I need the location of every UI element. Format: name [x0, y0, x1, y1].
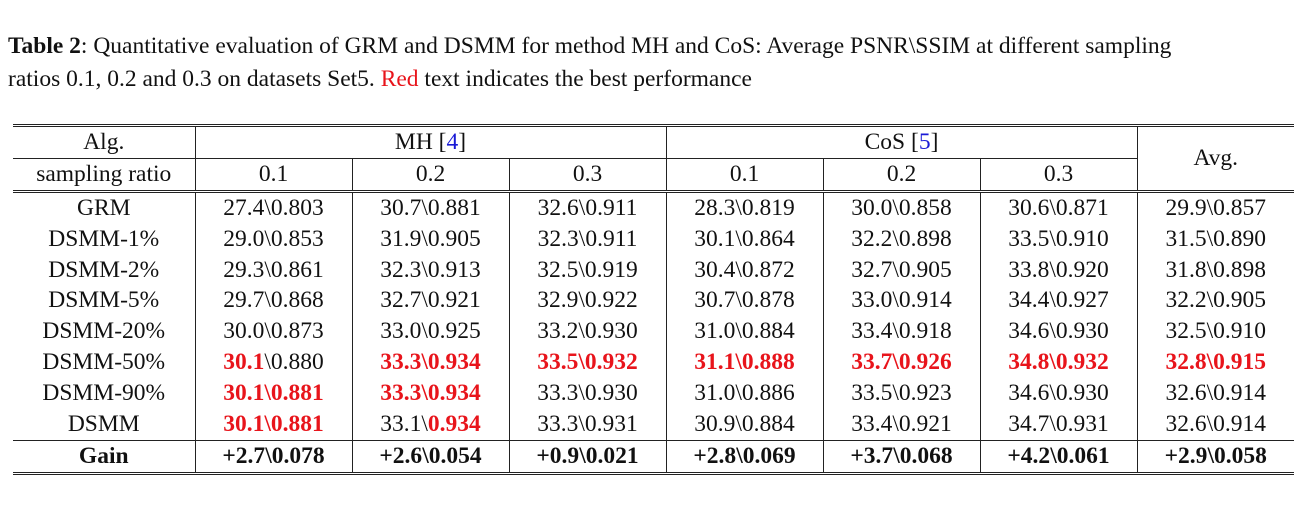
- ssim-value: 0.905: [898, 256, 952, 283]
- ssim-value: 0.886: [741, 380, 795, 407]
- value-separator: \: [264, 194, 271, 221]
- value-separator: \: [421, 194, 428, 221]
- header-mh-label: MH: [394, 128, 433, 155]
- value-separator: \: [1049, 194, 1056, 221]
- ssim-value: 0.931: [584, 410, 638, 437]
- value-separator: \: [735, 349, 742, 376]
- value-separator: \: [735, 225, 742, 252]
- ssim-value: 0.930: [1055, 380, 1109, 407]
- table-cell: [666, 316, 823, 347]
- psnr-value: 32.5: [537, 256, 579, 283]
- psnr-value: +0.9: [536, 442, 580, 469]
- value-separator: \: [1049, 380, 1056, 407]
- ssim-value: 0.061: [1056, 442, 1110, 469]
- ssim-value: 0.898: [1213, 256, 1267, 283]
- table-cell: [195, 191, 352, 223]
- header-cos-rb: ]: [930, 128, 939, 155]
- value-separator: \: [421, 349, 428, 376]
- value-separator: \: [421, 225, 428, 252]
- ssim-value: 0.923: [898, 380, 952, 407]
- table-cell: [980, 440, 1137, 473]
- table-cell: [980, 347, 1137, 378]
- table-cell: [823, 224, 980, 255]
- header-ratio: 0.3: [509, 158, 666, 191]
- ssim-value: 0.068: [899, 442, 953, 469]
- row-name: DSMM-20%: [13, 316, 195, 347]
- value-separator: \: [735, 410, 742, 437]
- value-separator: \: [421, 287, 428, 314]
- value-separator: \: [892, 194, 899, 221]
- table-cell: [1137, 378, 1294, 409]
- psnr-value: 33.7: [851, 349, 893, 376]
- ssim-value: 0.919: [584, 256, 638, 283]
- table-cell: [509, 285, 666, 316]
- psnr-value: 30.7: [694, 287, 736, 314]
- caption-text-3: text indicates the best performance: [418, 66, 752, 92]
- ssim-value: 0.021: [585, 442, 639, 469]
- ssim-value: 0.853: [270, 225, 324, 252]
- header-sampling-ratio: sampling ratio: [13, 158, 195, 191]
- ssim-value: 0.803: [270, 194, 324, 221]
- ssim-value: 0.910: [1055, 225, 1109, 252]
- psnr-value: 34.4: [1008, 287, 1050, 314]
- value-separator: \: [1206, 256, 1214, 283]
- value-separator: \: [1049, 410, 1056, 437]
- psnr-value: 32.6: [1165, 380, 1207, 407]
- header-mh-rb: ]: [458, 128, 467, 155]
- table-cell: [823, 191, 980, 223]
- value-separator: \: [1206, 410, 1214, 437]
- table-cell: [195, 378, 352, 409]
- ssim-value: 0.930: [584, 380, 638, 407]
- value-separator: \: [578, 194, 586, 221]
- table-cell: [980, 224, 1137, 255]
- psnr-value: 29.0: [223, 225, 265, 252]
- header-cos-lb: [: [910, 128, 919, 155]
- psnr-value: 31.8: [1165, 256, 1207, 283]
- table-cell: [980, 409, 1137, 440]
- table-cell: [823, 285, 980, 316]
- table-cell: [509, 347, 666, 378]
- psnr-value: 32.7: [851, 256, 893, 283]
- value-separator: \: [578, 318, 585, 345]
- ssim-value: 0.868: [270, 287, 324, 314]
- table-cell: [195, 285, 352, 316]
- table-row: [13, 378, 1294, 409]
- header-cos-ref[interactable]: 5: [918, 128, 931, 155]
- table-cell: [352, 409, 509, 440]
- psnr-value: 33.4: [851, 410, 893, 437]
- psnr-value: 32.2: [851, 225, 893, 252]
- psnr-value: +2.9: [1164, 442, 1208, 469]
- table-row: [13, 285, 1294, 316]
- ssim-value: 0.914: [1213, 380, 1267, 407]
- ssim-value: 0.884: [741, 410, 795, 437]
- psnr-value: 31.0: [694, 318, 736, 345]
- psnr-value: 28.3: [694, 194, 736, 221]
- ssim-value: 0.864: [741, 225, 795, 252]
- psnr-value: 32.3: [537, 225, 579, 252]
- value-separator: \: [892, 256, 899, 283]
- table-cell: [352, 347, 509, 378]
- ssim-value: 0.931: [1055, 410, 1109, 437]
- table-row: [13, 191, 1294, 223]
- psnr-value: 30.6: [1008, 194, 1050, 221]
- value-separator: \: [578, 380, 585, 407]
- value-separator: \: [1049, 318, 1056, 345]
- table-cell: [352, 316, 509, 347]
- psnr-value: +4.2: [1007, 442, 1051, 469]
- table-cell: [352, 285, 509, 316]
- ssim-value: 0.911: [585, 194, 638, 221]
- table-cell: [195, 316, 352, 347]
- value-separator: \: [735, 380, 742, 407]
- table-cell: [1137, 255, 1294, 286]
- header-mh-ref[interactable]: 4: [446, 128, 459, 155]
- table-cell: [352, 191, 509, 223]
- ssim-value: 0.905: [427, 225, 481, 252]
- table-cell: [823, 316, 980, 347]
- value-separator: \: [578, 287, 585, 314]
- ssim-value: 0.918: [898, 318, 952, 345]
- ssim-value: 0.932: [1055, 349, 1109, 376]
- ssim-value: 0.905: [1213, 287, 1267, 314]
- header-ratio: 0.3: [980, 158, 1137, 191]
- ssim-value: 0.920: [1055, 256, 1109, 283]
- psnr-value: 29.3: [223, 256, 265, 283]
- table-cell: [509, 409, 666, 440]
- table-cell: [823, 440, 980, 473]
- table-cell: [195, 347, 352, 378]
- table-cell: [509, 316, 666, 347]
- ssim-value: 0.927: [1055, 287, 1109, 314]
- value-separator: \: [1206, 225, 1214, 252]
- value-separator: \: [735, 256, 742, 283]
- caption-text-1: : Quantitative evaluation of GRM and DSMM for method MH and CoS: Average PSNR\SSIM at different sampling: [80, 33, 1172, 59]
- psnr-value: 33.2: [537, 318, 579, 345]
- psnr-value: 29.7: [223, 287, 265, 314]
- psnr-value: 32.9: [537, 287, 579, 314]
- psnr-value: 27.4: [223, 194, 265, 221]
- ssim-value: 0.858: [898, 194, 952, 221]
- value-separator: \: [264, 256, 271, 283]
- value-separator: \: [735, 318, 742, 345]
- gain-row: [13, 440, 1294, 473]
- psnr-value: +2.6: [379, 442, 423, 469]
- ssim-value: 0.934: [427, 410, 481, 437]
- psnr-value: 31.0: [694, 380, 736, 407]
- header-ratio: 0.2: [352, 158, 509, 191]
- caption-label: Table 2: [8, 33, 81, 59]
- table-row: [13, 409, 1294, 440]
- table-cell: [980, 285, 1137, 316]
- row-name: DSMM-1%: [13, 224, 195, 255]
- ssim-value: 0.871: [1055, 194, 1109, 221]
- value-separator: \: [735, 287, 742, 314]
- table-cell: [666, 285, 823, 316]
- ssim-value: 0.857: [1213, 194, 1267, 221]
- value-separator: \: [264, 287, 271, 314]
- value-separator: \: [892, 225, 899, 252]
- ssim-value: 0.873: [270, 318, 324, 345]
- table-row: [13, 224, 1294, 255]
- value-separator: \: [735, 194, 742, 221]
- table-cell: [823, 378, 980, 409]
- ssim-value: 0.914: [1213, 410, 1267, 437]
- psnr-value: +2.7: [222, 442, 266, 469]
- psnr-value: +3.7: [850, 442, 894, 469]
- table-cell: [509, 191, 666, 223]
- table-cell: [352, 440, 509, 473]
- value-separator: \: [264, 318, 271, 345]
- table-cell: [1137, 224, 1294, 255]
- value-separator: \: [264, 225, 271, 252]
- psnr-value: 32.6: [537, 194, 579, 221]
- table-cell: [509, 378, 666, 409]
- table-caption: [8, 30, 1308, 96]
- value-separator: \: [892, 287, 899, 314]
- header-cos-label: CoS: [864, 128, 906, 155]
- header-avg: Avg.: [1137, 126, 1294, 192]
- ssim-value: 0.934: [427, 349, 481, 376]
- ssim-value: 0.915: [1213, 349, 1267, 376]
- header-ratio: 0.1: [666, 158, 823, 191]
- value-separator: \: [1050, 442, 1057, 469]
- table-cell: [1137, 409, 1294, 440]
- value-separator: \: [578, 349, 585, 376]
- ssim-value: 0.913: [427, 256, 481, 283]
- psnr-value: 33.3: [537, 380, 579, 407]
- psnr-value: 30.0: [223, 318, 265, 345]
- ssim-value: 0.890: [1213, 225, 1267, 252]
- ssim-value: 0.078: [271, 442, 325, 469]
- value-separator: \: [1049, 349, 1056, 376]
- table-cell: [666, 409, 823, 440]
- psnr-value: 30.1: [223, 380, 265, 407]
- psnr-value: 33.3: [380, 380, 422, 407]
- value-separator: \: [578, 410, 585, 437]
- psnr-value: 30.1: [223, 349, 265, 376]
- header-mh-lb: [: [438, 128, 447, 155]
- ssim-value: 0.819: [741, 194, 795, 221]
- table-row: [13, 347, 1294, 378]
- value-separator: \: [1049, 225, 1056, 252]
- psnr-value: +2.8: [693, 442, 737, 469]
- ssim-value: 0.861: [270, 256, 324, 283]
- row-name: DSMM: [13, 409, 195, 440]
- table-cell: [823, 347, 980, 378]
- psnr-value: 31.5: [1165, 225, 1207, 252]
- psnr-value: 30.4: [694, 256, 736, 283]
- value-separator: \: [1207, 442, 1214, 469]
- value-separator: \: [579, 442, 586, 469]
- table-cell: [980, 255, 1137, 286]
- ssim-value: 0.930: [1055, 318, 1109, 345]
- value-separator: \: [422, 442, 429, 469]
- value-separator: \: [1206, 194, 1214, 221]
- psnr-value: 29.9: [1165, 194, 1207, 221]
- table-body: [13, 191, 1294, 473]
- header-ratio: 0.1: [195, 158, 352, 191]
- psnr-value: 32.3: [380, 256, 422, 283]
- value-separator: \: [265, 442, 272, 469]
- row-name: DSMM-5%: [13, 285, 195, 316]
- value-separator: \: [893, 442, 900, 469]
- row-name: GRM: [13, 191, 195, 223]
- ssim-value: 0.872: [741, 256, 795, 283]
- value-separator: \: [264, 410, 271, 437]
- psnr-value: 33.3: [537, 410, 579, 437]
- ssim-value: 0.881: [427, 194, 481, 221]
- psnr-value: 33.0: [380, 318, 422, 345]
- ssim-value: 0.898: [898, 225, 952, 252]
- caption-text-2: ratios 0.1, 0.2 and 0.3 on datasets Set5.: [8, 66, 381, 92]
- row-name: DSMM-50%: [13, 347, 195, 378]
- table-cell: [980, 378, 1137, 409]
- results-table: [13, 124, 1294, 475]
- psnr-value: 32.7: [380, 287, 422, 314]
- psnr-value: 32.6: [1165, 410, 1207, 437]
- table-cell: [666, 191, 823, 223]
- psnr-value: 32.8: [1165, 349, 1207, 376]
- table-cell: [352, 255, 509, 286]
- header-alg: Alg.: [13, 126, 195, 159]
- psnr-value: 30.0: [851, 194, 893, 221]
- table-cell: [980, 191, 1137, 223]
- ssim-value: 0.069: [742, 442, 796, 469]
- ssim-value: 0.910: [1213, 318, 1267, 345]
- psnr-value: 31.1: [694, 349, 736, 376]
- psnr-value: 33.1: [380, 410, 422, 437]
- psnr-value: 33.0: [851, 287, 893, 314]
- psnr-value: 34.6: [1008, 318, 1050, 345]
- value-separator: \: [264, 349, 271, 376]
- value-separator: \: [1206, 287, 1214, 314]
- ssim-value: 0.880: [270, 349, 324, 376]
- psnr-value: 30.9: [694, 410, 736, 437]
- table-row: [13, 255, 1294, 286]
- header-cos: [666, 126, 1137, 159]
- ssim-value: 0.888: [741, 349, 795, 376]
- ssim-value: 0.054: [428, 442, 482, 469]
- value-separator: \: [892, 380, 899, 407]
- header-mh: [195, 126, 666, 159]
- value-separator: \: [421, 318, 428, 345]
- ssim-value: 0.914: [898, 287, 952, 314]
- table-cell: [352, 224, 509, 255]
- value-separator: \: [578, 256, 585, 283]
- value-separator: \: [421, 410, 428, 437]
- table-cell: [666, 255, 823, 286]
- value-separator: \: [892, 410, 899, 437]
- header-row-ratios: [13, 158, 1294, 191]
- value-separator: \: [892, 318, 899, 345]
- psnr-value: 34.7: [1008, 410, 1050, 437]
- psnr-value: 34.6: [1008, 380, 1050, 407]
- ssim-value: 0.932: [584, 349, 638, 376]
- psnr-value: 33.5: [851, 380, 893, 407]
- psnr-value: 31.9: [380, 225, 422, 252]
- value-separator: \: [1049, 287, 1056, 314]
- ssim-value: 0.058: [1213, 442, 1267, 469]
- value-separator: \: [578, 225, 586, 252]
- table-cell: [352, 378, 509, 409]
- table-cell: [666, 224, 823, 255]
- row-name: DSMM-2%: [13, 255, 195, 286]
- table-cell: [823, 409, 980, 440]
- table-cell: [1137, 347, 1294, 378]
- table-cell: [1137, 316, 1294, 347]
- table-cell: [1137, 191, 1294, 223]
- ssim-value: 0.921: [427, 287, 481, 314]
- psnr-value: 32.5: [1165, 318, 1207, 345]
- table-cell: [195, 409, 352, 440]
- ssim-value: 0.926: [898, 349, 952, 376]
- psnr-value: 30.7: [380, 194, 422, 221]
- value-separator: \: [1206, 318, 1214, 345]
- table-cell: [823, 255, 980, 286]
- table-cell: [195, 224, 352, 255]
- table-cell: [666, 378, 823, 409]
- psnr-value: 33.5: [537, 349, 579, 376]
- table-cell: [195, 440, 352, 473]
- table-cell: [1137, 285, 1294, 316]
- ssim-value: 0.881: [270, 410, 324, 437]
- table-cell: [666, 347, 823, 378]
- psnr-value: 33.4: [851, 318, 893, 345]
- value-separator: \: [421, 256, 428, 283]
- header-row-methods: [13, 126, 1294, 159]
- table-cell: [195, 255, 352, 286]
- ssim-value: 0.884: [741, 318, 795, 345]
- psnr-value: 30.1: [694, 225, 736, 252]
- header-ratio: 0.2: [823, 158, 980, 191]
- ssim-value: 0.921: [898, 410, 952, 437]
- psnr-value: 32.2: [1165, 287, 1207, 314]
- value-separator: \: [892, 349, 899, 376]
- caption-red-word: Red: [380, 66, 419, 92]
- value-separator: \: [1206, 349, 1214, 376]
- psnr-value: 30.1: [223, 410, 265, 437]
- value-separator: \: [264, 380, 271, 407]
- ssim-value: 0.922: [584, 287, 638, 314]
- table-cell: [509, 255, 666, 286]
- value-separator: \: [736, 442, 743, 469]
- row-name: Gain: [13, 440, 195, 473]
- table-cell: [509, 224, 666, 255]
- ssim-value: 0.925: [427, 318, 481, 345]
- ssim-value: 0.934: [427, 380, 481, 407]
- ssim-value: 0.930: [584, 318, 638, 345]
- row-name: DSMM-90%: [13, 378, 195, 409]
- value-separator: \: [421, 380, 428, 407]
- table-row: [13, 316, 1294, 347]
- ssim-value: 0.878: [741, 287, 795, 314]
- psnr-value: 33.3: [380, 349, 422, 376]
- table-cell: [1137, 440, 1294, 473]
- psnr-value: 33.8: [1008, 256, 1050, 283]
- psnr-value: 34.8: [1008, 349, 1050, 376]
- psnr-value: 33.5: [1008, 225, 1050, 252]
- table-cell: [509, 440, 666, 473]
- table-cell: [980, 316, 1137, 347]
- value-separator: \: [1206, 380, 1214, 407]
- ssim-value: 0.911: [585, 225, 638, 252]
- table-cell: [666, 440, 823, 473]
- ssim-value: 0.881: [270, 380, 324, 407]
- value-separator: \: [1049, 256, 1056, 283]
